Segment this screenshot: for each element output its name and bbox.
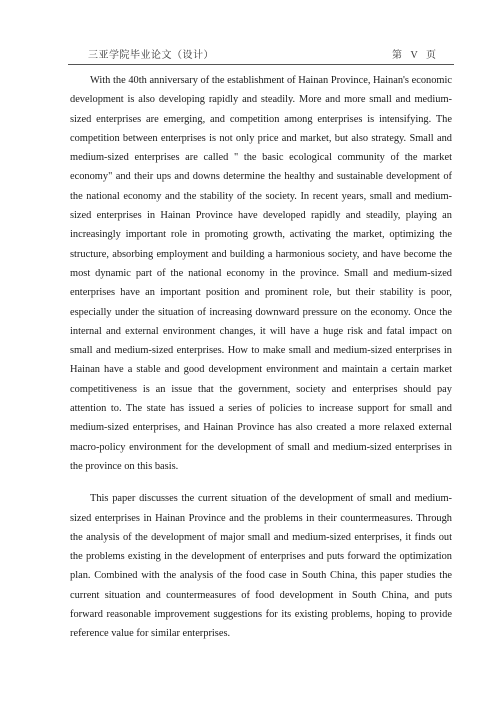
page-number-label: 第 V 页 <box>391 50 436 61</box>
header-divider <box>68 64 454 65</box>
abstract-paragraph-2: This paper discusses the current situation of the development of small and medium-sized enterprises in Hainan Province and the problems in their countermeasures. Through the analysis of the development of major small and medium-sized enterprises, it finds out the problems existing in the development of enterprises and puts forward the optimization plan. Combined with the analysis of the food case in South China, this paper studies the current situation and countermeasures of food development in South China, and puts forward reasonable improvement suggestions for its existing problems, hoping to provide reference value for similar enterprises. <box>70 493 452 640</box>
thesis-header-title: 三亚学院毕业论文（设计） <box>88 50 214 61</box>
abstract-paragraph-1: With the 40th anniversary of the establishment of Hainan Province, Hainan's economic development is also developing rapidly and steadily. More and more small and medium-sized enterprises are emerging, and competition among enterprises is intensifying. The competition between enterprises is not only price and market, but also strategy. Small and medium-sized enterprises are called " the basic ecological community of the market economy" and their ups and downs determine the healthy and sustainable development of the national economy and the stability of the society. In recent years, small and medium-sized enterprises in Hainan Province have developed rapidly and steadily, playing an increasingly important role in promoting growth, activating the market, optimizing the structure, absorbing employment and building a harmonious society, and have become the most dynamic part of the national economy in the province. Small and medium-sized enterprises have an important position and prominent role, but their stability is poor, especially under the situation of increasing downward pressure on the economy. Once the internal and external environment changes, it will have a huge risk and fatal impact on small and medium-sized enterprises. How to make small and medium-sized enterprises in Hainan have a stable and good development environment and maintain a certain market competitiveness is an issue that the government, society and enterprises should pay attention to. The state has issued a series of policies to increase support for small and medium-sized enterprises, and Hainan Province has also created a more relaxed external macro-policy environment for the development of small and medium-sized enterprises in the province on this basis. <box>70 75 452 472</box>
page-header <box>88 48 436 64</box>
abstract-body <box>70 71 452 657</box>
